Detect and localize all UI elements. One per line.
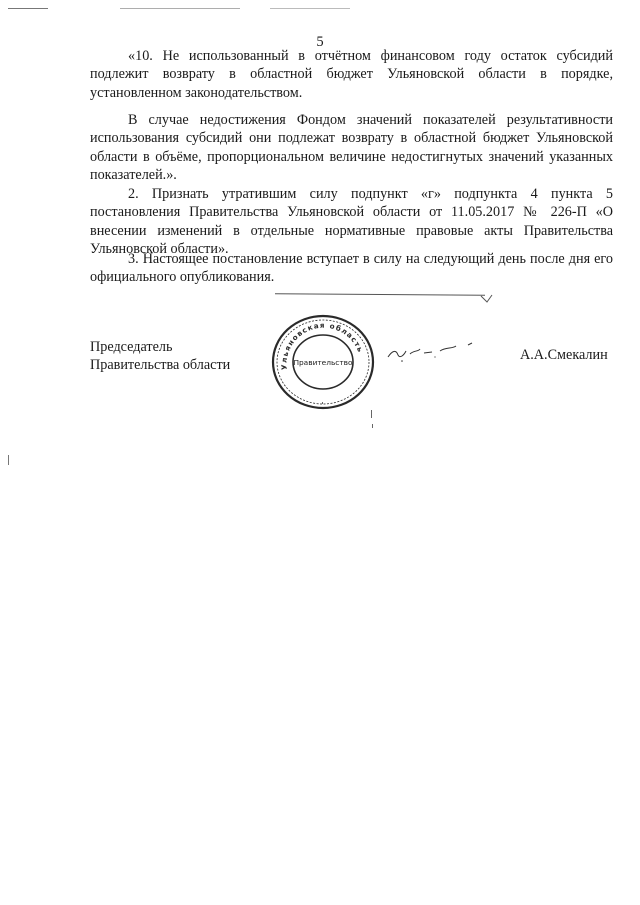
rule-end-mark [480, 294, 494, 304]
scan-artifact-top-right [270, 8, 350, 9]
paragraph-entry-into-force: 3. Настоящее постановление вступает в силу на следующий день после дня его официального опубликования. [90, 251, 613, 286]
scan-artifact-top-left [8, 8, 48, 9]
stamp-center-text: Правительство [293, 358, 353, 367]
official-stamp [270, 313, 376, 411]
ink-speck [322, 402, 323, 404]
signatory-name: А.А.Смекалин [520, 347, 608, 363]
signatory-title [90, 338, 230, 375]
signatory-title-line1: Председатель [90, 339, 173, 355]
handwritten-signature [380, 337, 490, 367]
stamp-outer-text: Ульяновская область [279, 320, 366, 371]
ink-speck [371, 410, 372, 418]
scan-artifact-left-edge [8, 455, 9, 465]
paragraph-subsidy-return: «10. Не использованный в отчётном финансовом году остаток субсидий подлежит возврату в областной бюджет Ульяновской области в порядке, установленном законодательством. [90, 48, 613, 101]
closing-rule [275, 293, 485, 295]
signatory-title-line2: Правительства области [90, 357, 231, 374]
page-number: 5 [316, 34, 324, 50]
paragraph-repeal-clause: 2. Признать утратившим силу подпункт «г» подпункта 4 пункта 5 постановления Правительства Ульяновской области от 11.05.2017 № 226-П «О внесении изменений в отдельные нормативные правовые акты Правительства Ульяновской области». [90, 186, 613, 258]
ink-speck [372, 424, 373, 428]
scan-artifact-top-center [120, 8, 240, 9]
paragraph-performance-indicators: В случае недостижения Фондом значений показателей результативности использования субсидий они подлежат возврату в областной бюджет Ульяновской области в объёме, пропорциональном величине недостигнутых значений указанных показателей.». [90, 112, 613, 184]
